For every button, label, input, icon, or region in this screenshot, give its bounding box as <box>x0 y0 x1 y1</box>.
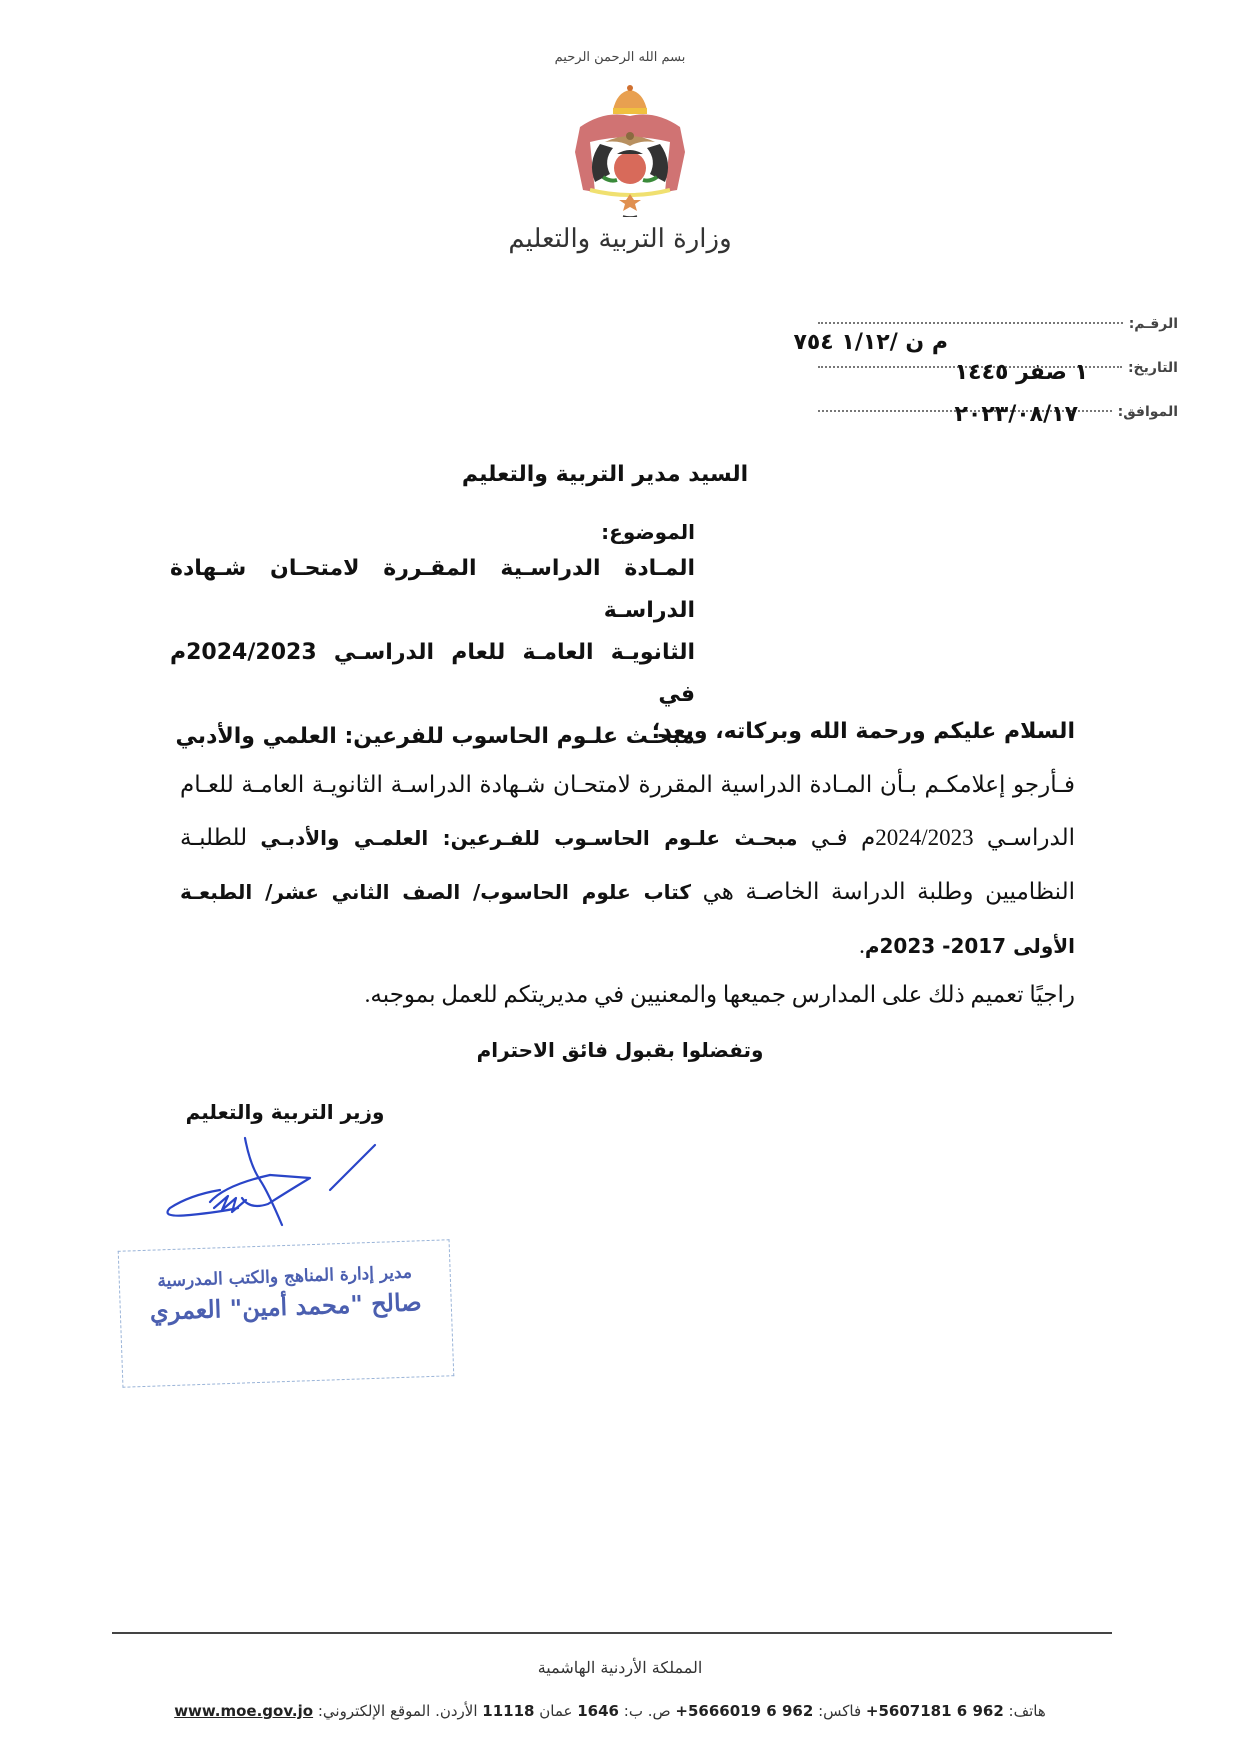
signatory-title: وزير التربية والتعليم <box>185 1100 385 1124</box>
letter-body <box>180 712 1075 1015</box>
pobox-number: 1646 <box>577 1702 619 1720</box>
stamp-title: مدير إدارة المناهج والكتب المدرسية <box>157 1262 413 1292</box>
greeting: السلام عليكم ورحمة الله وبركاته، وبعد؛ <box>651 719 1075 744</box>
stamp-name: صالح "محمد أمين" العمري <box>149 1287 423 1326</box>
hijri-date-label: التاريخ: <box>1127 360 1178 376</box>
gregorian-date-label: الموافق: <box>1117 404 1178 420</box>
body-text: للطلبـة النظاميين وطلبة الدراسة الخاصـة هي <box>180 825 1075 904</box>
reference-number-label: الرقـم: <box>1128 316 1178 332</box>
footer-contact <box>150 1702 1070 1720</box>
fax-number: 962 6 5666019+ <box>675 1702 814 1720</box>
city: عمان <box>539 1702 573 1720</box>
website-label: الموقع الإلكتروني: <box>317 1702 431 1720</box>
subject-label: الموضوع: <box>601 520 695 544</box>
gregorian-date-row <box>818 404 1178 448</box>
reference-number-row <box>793 316 1178 360</box>
footer-country: المملكة الأردنية الهاشمية <box>537 1658 703 1677</box>
subject-line: المـادة الدراسـية المقـررة لامتحـان شـهادة الدراسـة <box>170 556 695 623</box>
body-bold-subject: مبحـث علـوم الحاسـوب للفـرعين: العلمـي والأدبـي <box>260 826 798 850</box>
phone-number: 962 6 5607181+ <box>865 1702 1004 1720</box>
fax-label: فاكس: <box>818 1702 862 1720</box>
subject-line: الثانويـة العامـة للعام الدراسـي 2024/2023م في <box>170 640 695 707</box>
closing: وتفضلوا بقبول فائق الاحترام <box>476 1038 764 1062</box>
country-short: الأردن. <box>435 1702 478 1720</box>
reference-block <box>793 316 1178 448</box>
body-text: فـأرجو إعلامكـم بـأن المـادة الدراسية المقررة لامتحـان شـهادة الدراسـة الثانويـة العامـة للعـام الدراسـي 2024/2023م فـي <box>180 772 1075 850</box>
footer-divider <box>112 1632 1112 1634</box>
body-text: . <box>859 933 865 958</box>
jordan-coat-of-arms-icon <box>565 82 695 217</box>
gregorian-date-value: ٢٠٢٣/٠٨/١٧ <box>954 402 1078 427</box>
body-paragraph-request: راجيًا تعميم ذلك على المدارس جميعها والمعنيين في مديريتكم للعمل بموجبه. <box>364 982 1075 1007</box>
signature-icon <box>150 1130 430 1240</box>
website-link[interactable]: www.moe.gov.jo <box>174 1702 314 1720</box>
official-stamp <box>118 1239 455 1388</box>
hijri-date-row <box>818 360 1178 404</box>
reference-number-value: م ن /١/١٢ ٧٥٤ <box>793 330 948 355</box>
postal-code: 11118 <box>482 1702 535 1720</box>
body-paragraph <box>180 758 1075 973</box>
subject-line: مبحـث علـوم الحاسوب للفرعين: العلمي والأدبي <box>175 724 695 749</box>
phone-label: هاتف: <box>1008 1702 1046 1720</box>
dotted-line <box>818 321 1123 324</box>
basmala: بسم الله الرحمن الرحيم <box>554 50 686 65</box>
hijri-date-value: ١ صفر ١٤٤٥ <box>954 360 1088 385</box>
addressee: السيد مدير التربية والتعليم <box>461 462 749 487</box>
body-bold-book: كتاب علوم الحاسوب/ الصف الثاني عشر/ الطبعـة الأولى 2017- 2023م <box>180 880 1075 958</box>
pobox-label: ص. ب: <box>623 1702 671 1720</box>
ministry-name: وزارة التربية والتعليم <box>508 224 732 254</box>
